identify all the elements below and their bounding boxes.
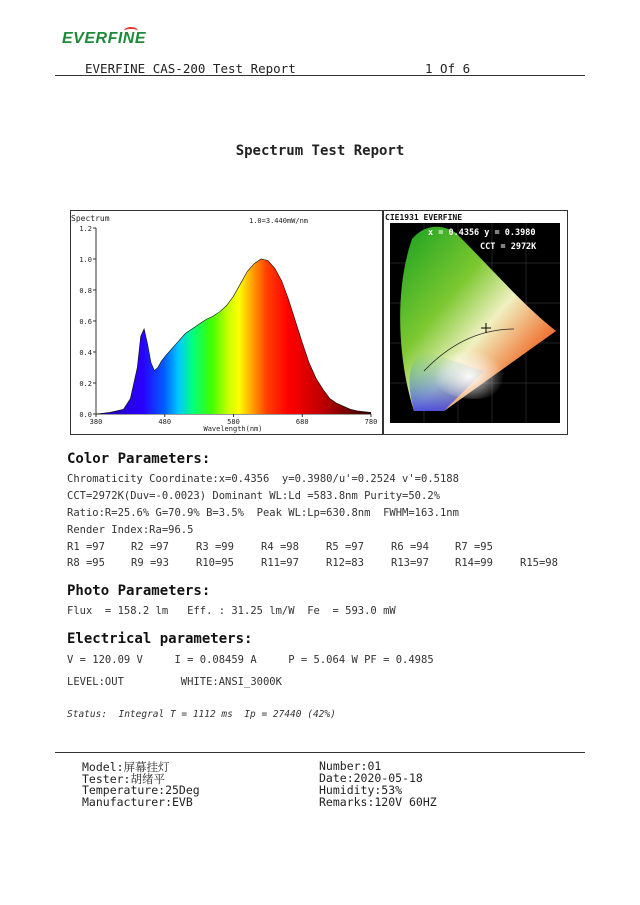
r-value: R1 =97 <box>67 541 105 553</box>
r-value: R15=98 <box>520 557 558 569</box>
chromaticity-line: Chromaticity Coordinate:x=0.4356 y=0.3980/u'=0.2524 v'=0.5188 <box>67 473 459 485</box>
spectrum-y-tick-label: 0.0 <box>79 411 92 419</box>
footer-date: Date:2020-05-18 <box>319 771 423 785</box>
footer-humidity: Humidity:53% <box>319 783 403 797</box>
page-number: 1 Of 6 <box>425 61 471 76</box>
status-line: Status: Integral T = 1112 ms Ip = 27440 (42%) <box>67 709 336 720</box>
spectrum-y-tick-label: 0.4 <box>79 349 92 357</box>
photo-line: Flux = 158.2 lm Eff. : 31.25 lm/W Fe = 593.0 mW <box>67 605 396 617</box>
header-divider <box>55 75 585 76</box>
spectrum-x-tick-label: 680 <box>295 418 309 426</box>
spectrum-y-tick-label: 1.0 <box>79 256 92 264</box>
spectrum-y-tick-label: 0.2 <box>79 380 92 388</box>
r-value: R7 =95 <box>455 541 493 553</box>
electrical-params-heading: Electrical parameters: <box>67 631 253 647</box>
spectrum-y-tick-label: 1.2 <box>79 225 92 233</box>
r-value: R6 =94 <box>391 541 429 553</box>
footer-temperature: Temperature:25Deg <box>82 783 200 797</box>
r-value: R10=95 <box>196 557 234 569</box>
spectrum-x-tick-label: 480 <box>158 418 172 426</box>
color-params-heading: Color Parameters: <box>67 451 211 467</box>
r-value: R3 =99 <box>196 541 234 553</box>
spectrum-svg <box>71 211 382 434</box>
cie-cct: CCT = 2972K <box>480 242 537 252</box>
spectrum-x-tick-label: 580 <box>227 418 240 426</box>
spectrum-y-tick-label: 0.6 <box>79 318 92 326</box>
cie-white-region <box>424 323 524 399</box>
cie-chart <box>383 210 568 435</box>
r-value: R14=99 <box>455 557 493 569</box>
cct-line: CCT=2972K(Duv=-0.0023) Dominant WL:Ld =583.8nm Purity=50.2% <box>67 490 440 502</box>
footer-manufacturer: Manufacturer:EVB <box>82 795 193 809</box>
r-value: R5 =97 <box>326 541 364 553</box>
footer-remarks: Remarks:120V 60HZ <box>319 795 437 809</box>
ratio-line: Ratio:R=25.6% G=70.9% B=3.5% Peak WL:Lp=630.8nm FWHM=163.1nm <box>67 507 459 519</box>
r-value: R2 =97 <box>131 541 169 553</box>
logo-arc-icon <box>124 27 138 35</box>
logo-text: EVERFINE <box>62 30 147 47</box>
r-value: R8 =95 <box>67 557 105 569</box>
cie-title: CIE1931 EVERFINE <box>385 213 463 222</box>
spectrum-chart <box>70 210 383 435</box>
photo-params-heading: Photo Parameters: <box>67 583 211 599</box>
report-name: EVERFINE CAS-200 Test Report <box>85 61 296 76</box>
spectrum-area <box>96 259 371 414</box>
page-title: Spectrum Test Report <box>235 143 405 159</box>
spectrum-scale-note: 1.0=3.440mW/nm <box>249 217 309 225</box>
r-value: R11=97 <box>261 557 299 569</box>
r-value: R9 =93 <box>131 557 169 569</box>
electrical-line: V = 120.09 V I = 0.08459 A P = 5.064 W PF = 0.4985 <box>67 654 434 666</box>
r-value: R13=97 <box>391 557 429 569</box>
spectrum-label: Spectrum <box>71 214 110 223</box>
everfine-logo <box>62 30 146 50</box>
r-value: R12=83 <box>326 557 364 569</box>
footer-tester: Tester:胡绪平 <box>82 772 165 786</box>
level-line: LEVEL:OUT WHITE:ANSI_3000K <box>67 676 282 688</box>
footer-number: Number:01 <box>319 759 382 773</box>
r-value: R4 =98 <box>261 541 299 553</box>
cie-xy: x = 0.4356 y = 0.3980 <box>428 228 536 238</box>
render-index-line: Render Index:Ra=96.5 <box>67 524 194 536</box>
spectrum-x-tick-label: 380 <box>89 418 103 426</box>
spectrum-x-tick-label: 780 <box>364 418 378 426</box>
footer-divider <box>55 752 585 753</box>
spectrum-xlabel: Wavelength(nm) <box>203 425 263 433</box>
cie-svg <box>384 211 567 434</box>
footer-model: Model:屏幕挂灯 <box>82 760 170 774</box>
spectrum-y-tick-label: 0.8 <box>79 287 92 295</box>
